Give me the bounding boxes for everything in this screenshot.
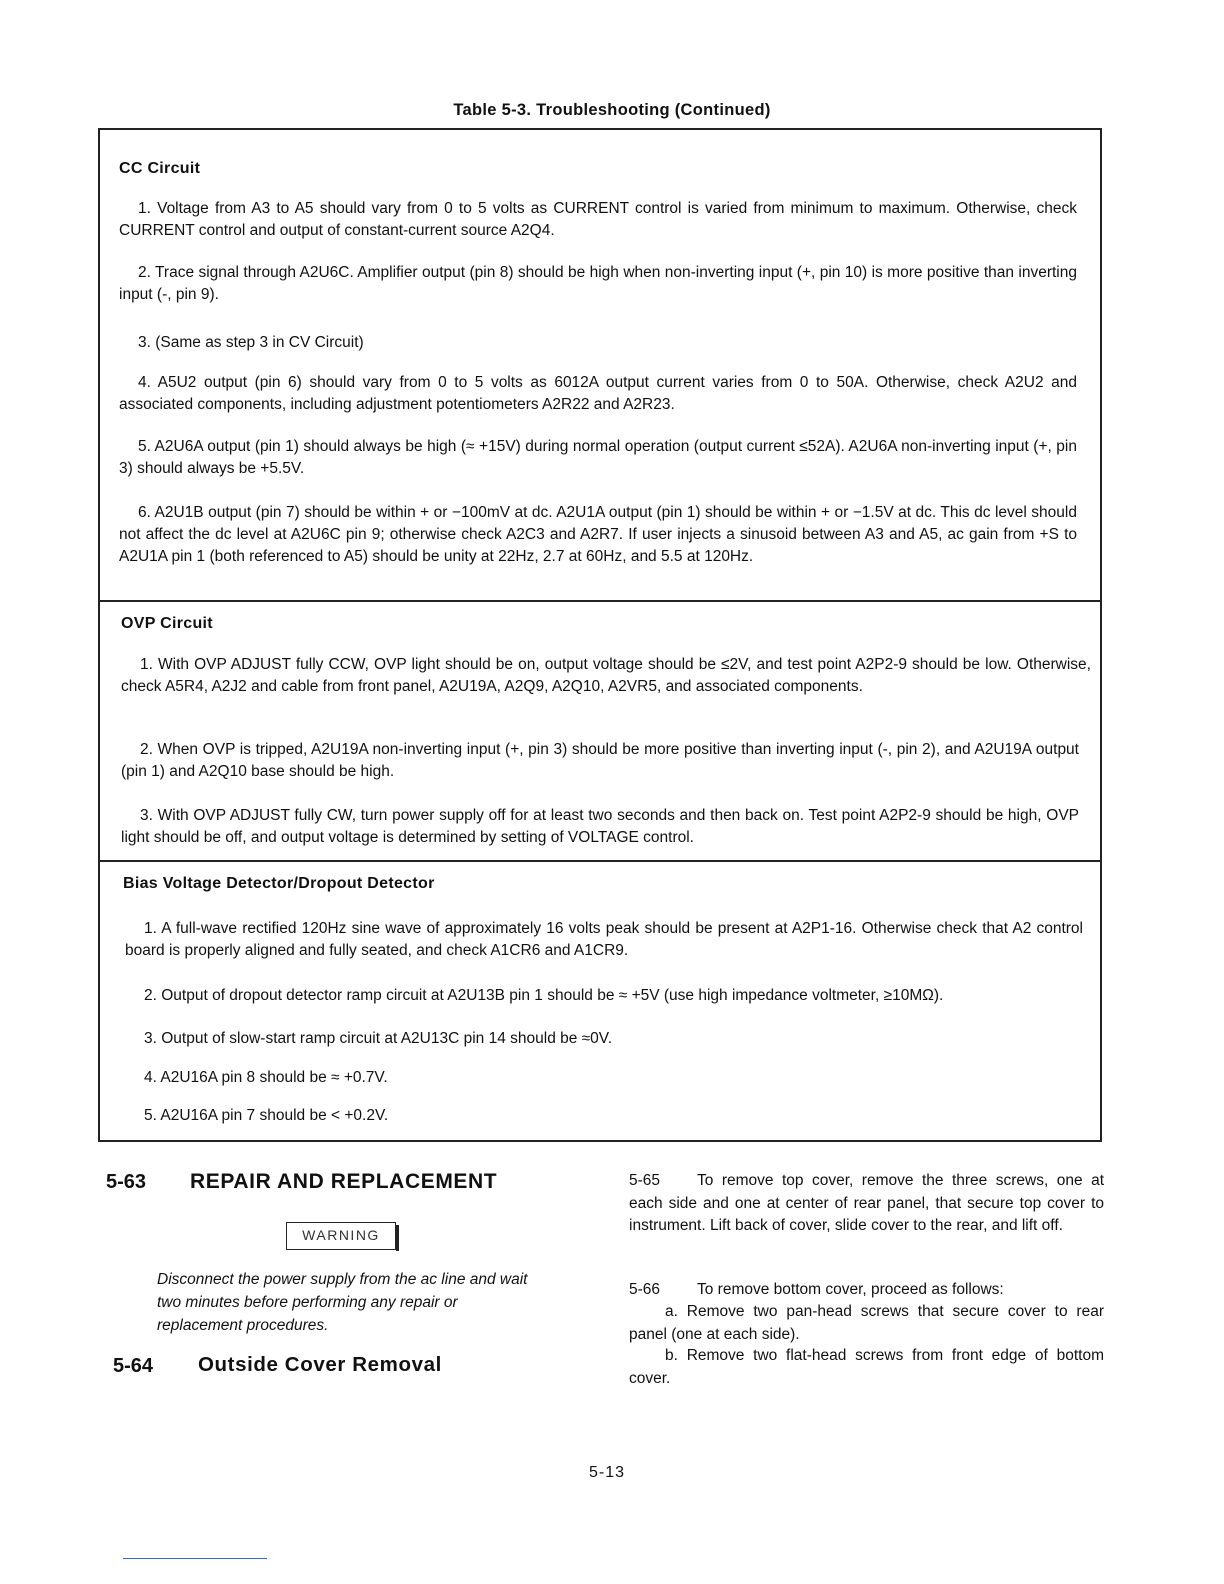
section-5-64-number: 5-64 (113, 1355, 154, 1377)
bias-step-3: 3. Output of slow-start ramp circuit at A2U13C pin 14 should be ≈0V. (144, 1030, 613, 1047)
bias-step-1: 1. A full-wave rectified 120Hz sine wave of approximately 16 volts peak should be present at A2P1-16. Otherwise check that A2 control board is properly aligned and fully seated, and check A1CR6 and A1CR9. (125, 920, 1083, 959)
ovp-step-1: 1. With OVP ADJUST fully CCW, OVP light should be on, output voltage should be ≤2V, and test point A2P2-9 should be low. Otherwise, check A5R4, A2J2 and cable from front panel, A2U19A, A2Q9, A2Q10, A2VR5, and associated components. (121, 656, 1091, 695)
bias-step-4: 4. A2U16A pin 8 should be ≈ +0.7V. (144, 1069, 388, 1086)
bias-detector-heading: Bias Voltage Detector/Dropout Detector (123, 875, 435, 892)
ovp-circuit-heading: OVP Circuit (121, 615, 213, 632)
ovp-step-2: 2. When OVP is tripped, A2U19A non-inverting input (+, pin 3) should be more positive than inverting input (-, pin 2), and A2U19A output (pin 1) and A2Q10 base should be high. (121, 741, 1079, 780)
paragraph-5-65-text: To remove top cover, remove the three screws, one at each side and one at center of rear panel, that secure top cover to instrument. Lift back of cover, slide cover to the rear, and lift off. (629, 1172, 1104, 1234)
table-title: Table 5-3. Troubleshooting (Continued) (453, 101, 771, 119)
section-5-63-title: REPAIR AND REPLACEMENT (190, 1170, 498, 1193)
cc-circuit-section (98, 128, 1102, 602)
warning-text: Disconnect the power supply from the ac line and wait two minutes before performing any repair or replacement procedures. (157, 1271, 528, 1334)
paragraph-5-65 (629, 1170, 1104, 1238)
cc-step-2: 2. Trace signal through A2U6C. Amplifier output (pin 8) should be high when non-inverting input (+, pin 10) is more positive than inverting input (-, pin 9). (119, 264, 1077, 303)
bias-step-2: 2. Output of dropout detector ramp circuit at A2U13B pin 1 should be ≈ +5V (use high impedance voltmeter, ≥10MΩ). (144, 987, 944, 1004)
ovp-step-3: 3. With OVP ADJUST fully CW, turn power supply off for at least two seconds and then back on. Test point A2P2-9 should be high, OVP light should be off, and output voltage is determined by setting of VOLTAGE control. (121, 807, 1079, 846)
bias-detector-section (98, 860, 1102, 1142)
paragraph-5-66-number: 5-66 (629, 1281, 661, 1298)
cc-step-1: 1. Voltage from A3 to A5 should vary from 0 to 5 volts as CURRENT control is varied from minimum to maximum. Otherwise, check CURRENT control and output of constant-current source A2Q4. (119, 200, 1077, 239)
paragraph-5-66-item-a: a. Remove two pan-head screws that secure cover to rear panel (one at each side). (629, 1303, 1104, 1343)
paragraph-5-66-text: To remove bottom cover, proceed as follows: (697, 1281, 1004, 1298)
cc-step-4: 4. A5U2 output (pin 6) should vary from 0 to 5 volts as 6012A output current varies from 0 to 50A. Otherwise, check A2U2 and associated components, including adjustment potentiometers A2R22 and A2R23. (119, 374, 1077, 413)
cc-step-5: 5. A2U6A output (pin 1) should always be high (≈ +15V) during normal operation (output current ≤52A). A2U6A non-inverting input (+, pin 3) should always be +5.5V. (119, 438, 1077, 477)
ovp-circuit-section (98, 600, 1102, 862)
cc-step-3: 3. (Same as step 3 in CV Circuit) (138, 334, 364, 351)
bias-step-5: 5. A2U16A pin 7 should be < +0.2V. (144, 1107, 389, 1124)
section-5-63-number: 5-63 (106, 1171, 147, 1193)
section-5-64-title: Outside Cover Removal (198, 1353, 442, 1376)
cc-circuit-heading: CC Circuit (119, 160, 201, 177)
paragraph-5-66-item-b: b. Remove two flat-head screws from front edge of bottom cover. (629, 1347, 1104, 1387)
footer-rule (123, 1558, 267, 1559)
warning-label: WARNING (286, 1222, 396, 1250)
paragraph-5-65-number: 5-65 (629, 1172, 661, 1189)
paragraph-5-66 (629, 1279, 1104, 1302)
page-number: 5-13 (588, 1464, 626, 1481)
cc-step-6: 6. A2U1B output (pin 7) should be within + or −100mV at dc. A2U1A output (pin 1) should be within + or −1.5V at dc. This dc level should not affect the dc level at A2U6C pin 9; otherwise check A2C3 and A2R7. If user injects a sinusoid between A3 and A5, ac gain from +S to A2U1A pin 1 (both referenced to A5) should be unity at 22Hz, 2.7 at 60Hz, and 5.5 at 120Hz. (119, 504, 1077, 565)
